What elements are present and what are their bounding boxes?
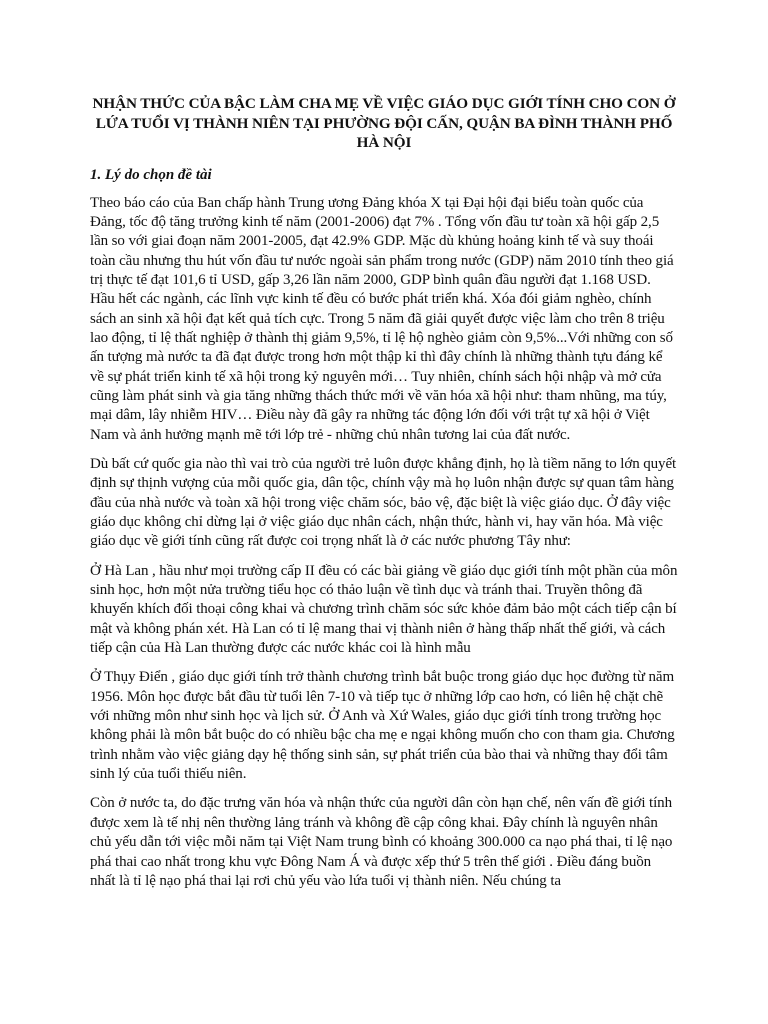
paragraph-vietnam: Còn ở nước ta, do đặc trưng văn hóa và nhận thức của người dân còn hạn chế, nên vấn đề giới tính được xem là tế nhị nên thường lảng tránh và không đề cập công khai. Đây chính là nguyên nhân chủ yếu dẫn tới việc mỗi năm tại Việt Nam trung bình có khoảng 300.000 ca nạo phá thai, tỉ lệ nạo phá thai cao nhất trong khu vực Đông Nam Á và được xếp thứ 5 trên thế giới . Điều đáng buồn nhất là tỉ lệ nạo phá thai lại rơi chủ yếu vào lứa tuổi vị thành niên. Nếu chúng ta [90,795,673,889]
paragraph-youth-role: Dù bất cứ quốc gia nào thì vai trò của người trẻ luôn được khẳng định, họ là tiềm năng to lớn quyết định sự thịnh vượng của mỗi quốc gia, dân tộc, chính vậy mà họ luôn nhận được sự quan tâm hàng đầu của nhà nước và toàn xã hội trong việc chăm sóc, bảo vệ, đặc biệt là việc giáo dục. Ở đây việc giáo dục không chỉ dừng lại ở việc giáo dục nhân cách, nhận thức, hành vi, hay văn hóa. Mà việc giáo dục về giới tính cũng rất được coi trọng nhất là ở các nước phương Tây như: [90,455,677,550]
document-body [90,94,678,901]
paragraph-sweden: Ở Thụy Điển , giáo dục giới tính trở thành chương trình bắt buộc trong giáo dục học đường từ năm 1956. Môn học được bắt đầu từ tuổi lên 7-10 và tiếp tục ở những lớp cao hơn, có liên hệ chặt chẽ với những môn như sinh học và lịch sử. Ở Anh và Xứ Wales, giáo dục giới tính trong trường học không phải là môn bắt buộc do có nhiều bậc cha mẹ e ngại không muốn cho con tham gia. Chương trình nhằm vào việc giảng dạy hệ thống sinh sản, sự phát triển của bào thai và những thay đổi tâm sinh lý của tuổi thiếu niên. [90,669,675,783]
document-title: NHẬN THỨC CỦA BẬC LÀM CHA MẸ VỀ VIỆC GIÁO DỤC GIỚI TÍNH CHO CON Ở LỨA TUỔI VỊ THÀNH NIÊN TẠI PHƯỜNG ĐỘI CẤN, QUẬN BA ĐÌNH THÀNH PHỐ HÀ NỘI [92,95,676,151]
section-heading: 1. Lý do chọn đề tài [90,166,212,183]
paragraph-netherlands: Ở Hà Lan , hầu như mọi trường cấp II đều có các bài giảng về giáo dục giới tính một phần của môn sinh học, hơn một nửa trường tiểu học có thảo luận về tình dục và tránh thai. Truyền thông đã khuyến khích đối thoại công khai và chương trình chăm sóc sức khỏe đảm bảo một cách tiếp cận bí mật và không phán xét. Hà Lan có tỉ lệ mang thai vị thành niên ở hàng thấp nhất thế giới, và cách tiếp cận của Hà Lan thường được các nước khác coi là hình mẫu [90,562,678,657]
paragraph-economic-context: Theo báo cáo của Ban chấp hành Trung ương Đảng khóa X tại Đại hội đại biểu toàn quốc của Đảng, tốc độ tăng trưởng kinh tế năm (2001-2006) đạt 7% . Tổng vốn đầu tư toàn xã hội gấp 2,5 lần so với giai đoạn năm 2001-2005, đạt 42.9% GDP. Mặc dù khủng hoảng kinh tế và suy thoái toàn cầu nhưng thu hút vốn đầu tư nước ngoài sản phẩm trong nước (GDP) năm 2010 tính theo giá trị thực tế đạt 101,6 tỉ USD, gấp 3,26 lần năm 2000, GDP bình quân đầu người đạt 1.168 USD. Hầu hết các ngành, các lĩnh vực kinh tế đều có bước phát triển khá. Xóa đói giảm nghèo, chính sách an sinh xã hội đạt kết quả tích cực. Trong 5 năm đã giải quyết được việc làm cho trên 8 triệu lao động, tỉ lệ thất nghiệp ở thành thị giảm 9,5%, tỉ lệ hộ nghèo giảm còn 9,5%...Với những con số ấn tượng mà nước ta đã đạt được trong hơn một thập kỉ thì đây chính là những thành tựu đáng kể về sự phát triển kinh tế xã hội trong kỷ nguyên mới… Tuy nhiên, chính sách hội nhập và mở cửa cũng làm phát sinh và gia tăng những thách thức mới về văn hóa xã hội như: tham nhũng, ma túy, mại dâm, lây nhiễm HIV… Điều này đã gây ra những tác động lớn đối với trật tự xã hội ở Việt Nam và ảnh hưởng mạnh mẽ tới lớp trẻ - những chủ nhân tương lai của đất nước. [90,194,674,443]
